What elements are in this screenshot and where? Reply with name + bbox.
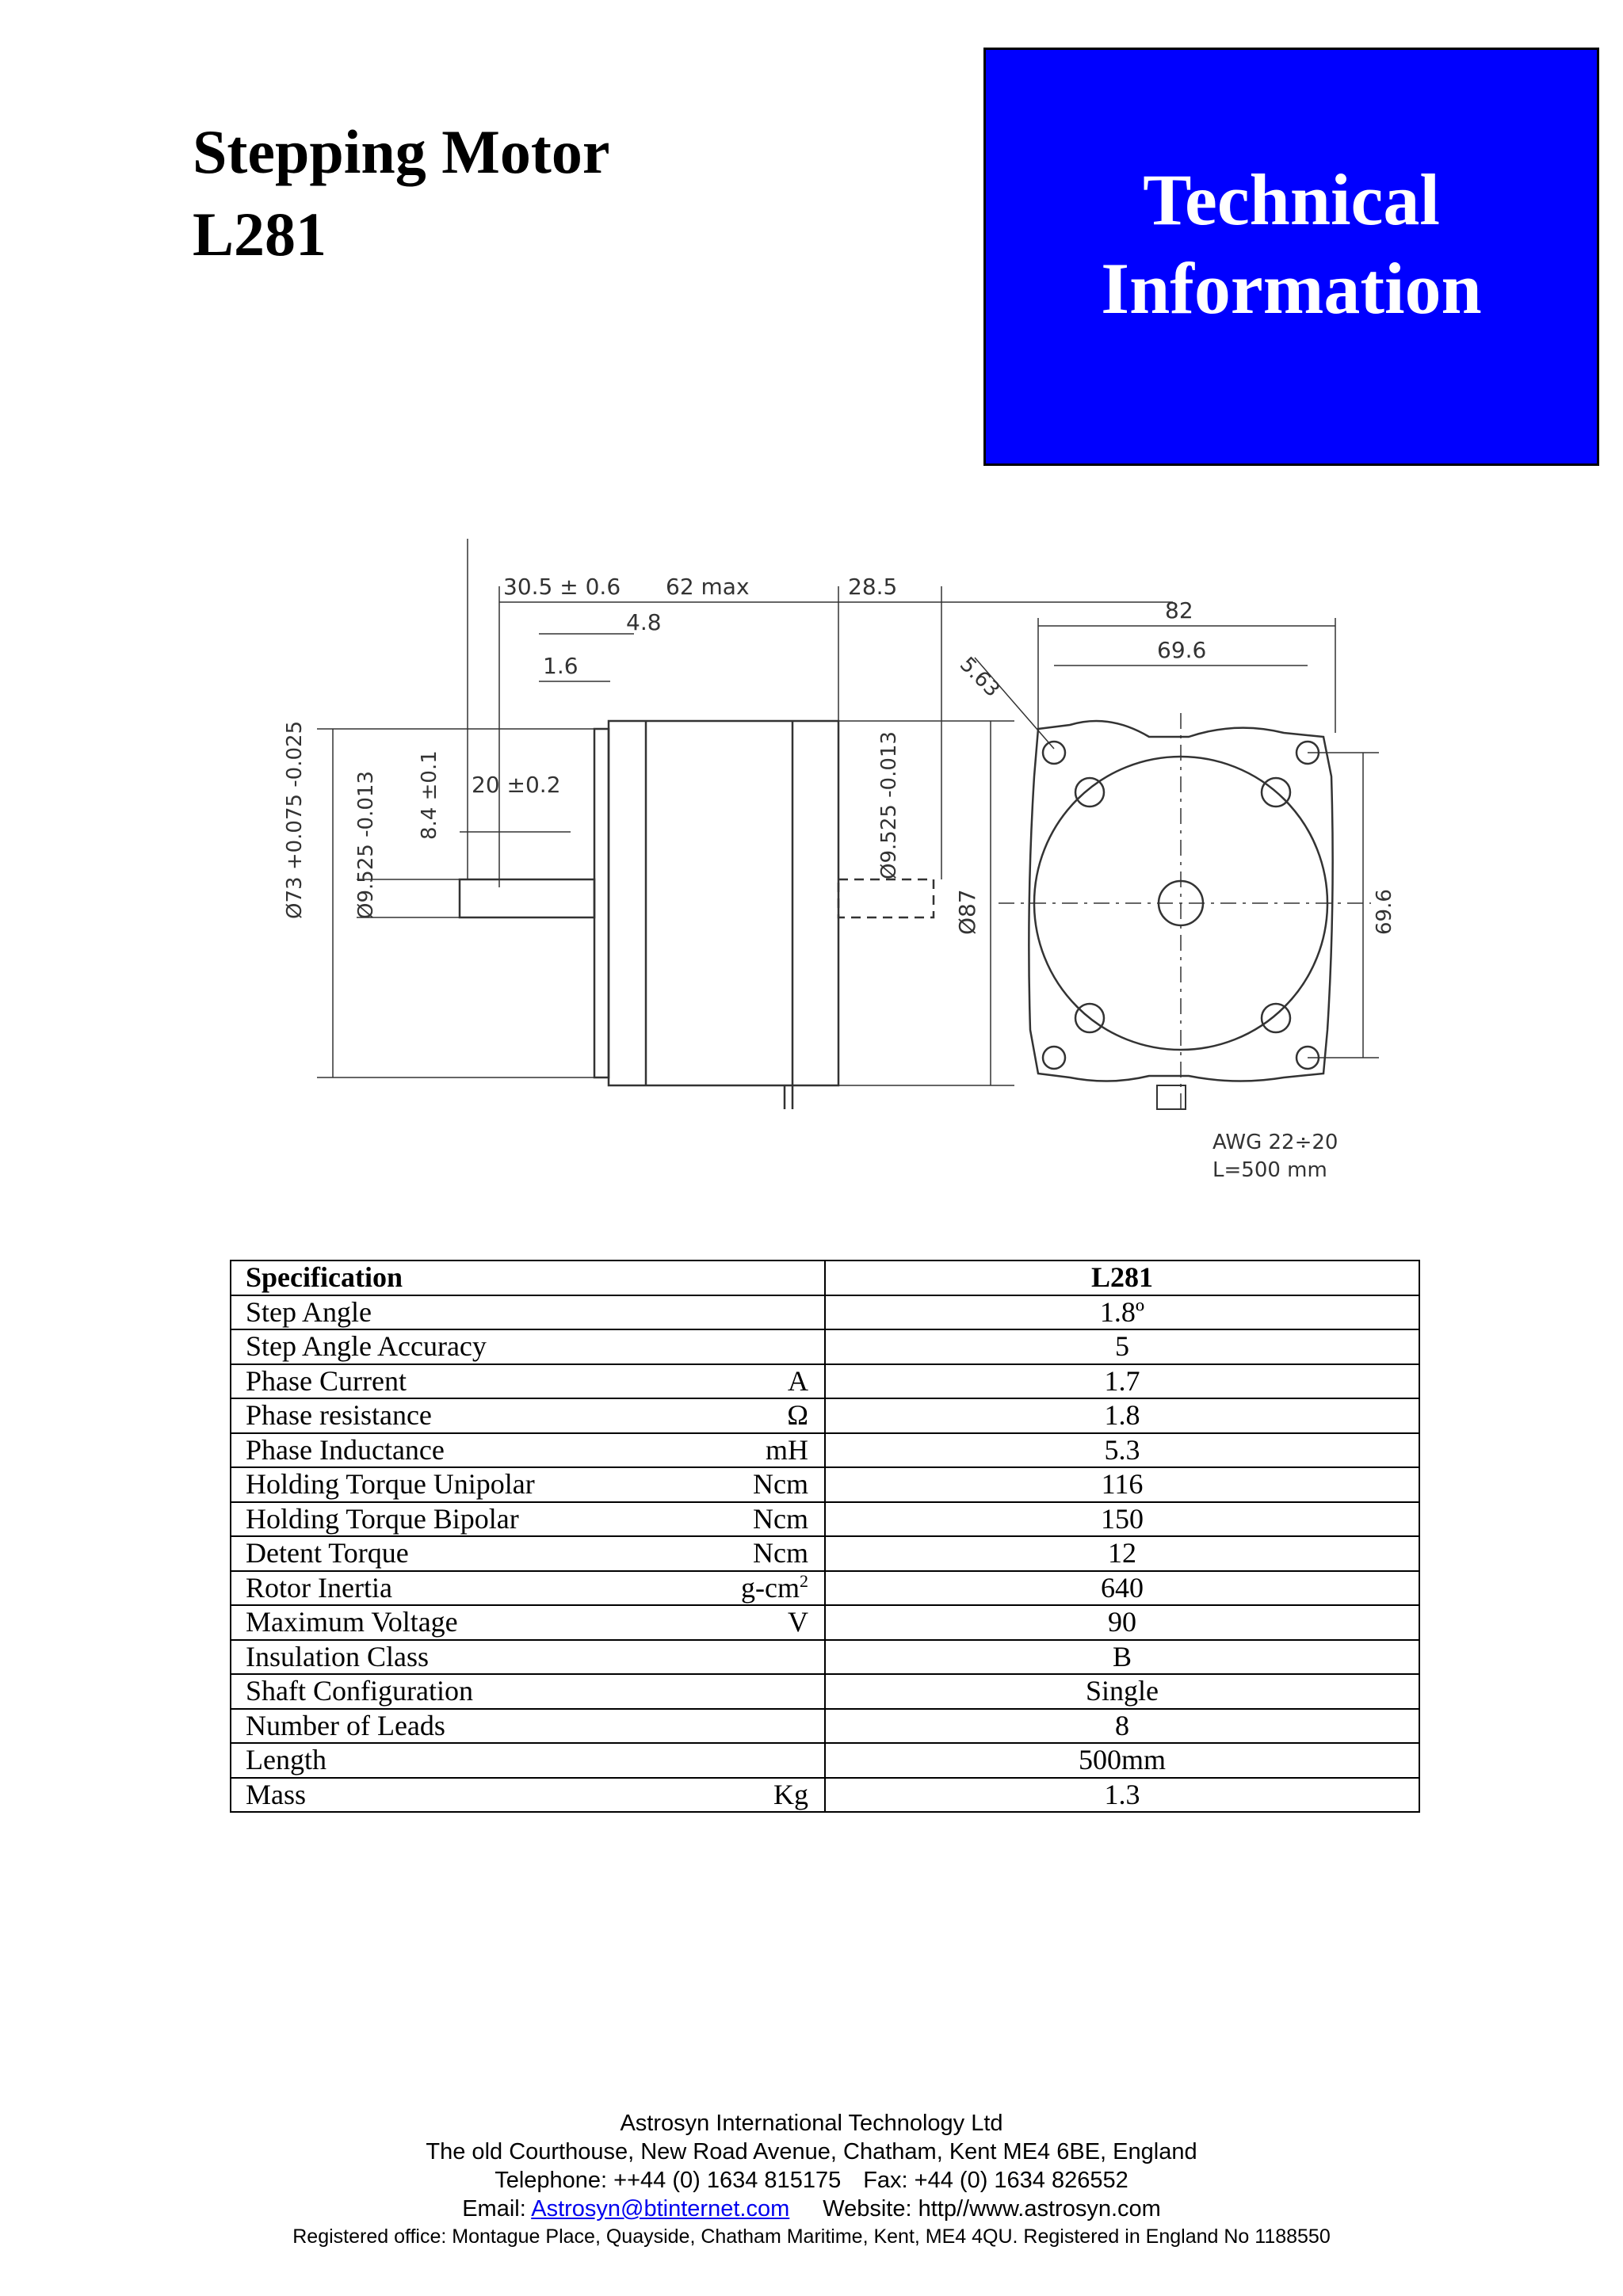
footer-phone-line [0,2166,1623,2195]
spec-value: 1.8 [825,1398,1419,1433]
spec-unit: Kg [773,1778,808,1810]
front-shaft [460,879,594,917]
footer-website: Website: http//www.astrosyn.com [823,2196,1161,2222]
spec-value: B [825,1640,1419,1675]
footer-contact-line [0,2195,1623,2223]
spec-label: Mass [246,1778,307,1810]
spec-label-cell [231,1467,825,1502]
table-row [231,1571,1419,1606]
table-row [231,1433,1419,1468]
table-row [231,1640,1419,1675]
document-title [193,111,610,276]
spec-label: Phase Current [246,1364,407,1397]
spec-label: Length [246,1744,327,1776]
spec-label: Detent Torque [246,1537,409,1569]
spec-label-cell [231,1502,825,1537]
footer-email-link[interactable]: Astrosyn@btinternet.com [531,2196,790,2222]
spec-label: Holding Torque Bipolar [246,1502,519,1535]
technical-information-box [983,48,1599,466]
spec-label-cell [231,1778,825,1813]
spec-label-cell [231,1295,825,1330]
spec-value: 5.3 [825,1433,1419,1468]
spec-label-cell [231,1536,825,1571]
spec-label-cell [231,1571,825,1606]
spec-value: 1.7 [825,1364,1419,1399]
dim-28-5-label: 28.5 [848,574,898,600]
spec-unit-superscript: 2 [800,1570,808,1591]
spec-unit: V [788,1606,808,1638]
dim-4-8-label: 4.8 [626,609,662,635]
table-row [231,1467,1419,1502]
dim-69-6-side-label: 69.6 [1373,889,1396,935]
table-row [231,1536,1419,1571]
spec-value: 500mm [825,1743,1419,1778]
title-line-model: L281 [193,200,327,269]
spec-label: Rotor Inertia [246,1571,392,1604]
table-row [231,1398,1419,1433]
footer-telephone: Telephone: ++44 (0) 1634 815175 [495,2168,842,2193]
footer-company: Astrosyn International Technology Ltd [620,2111,1003,2136]
table-row [231,1709,1419,1744]
table-row [231,1329,1419,1364]
table-row [231,1605,1419,1640]
dim-73-label: Ø73 +0.075 -0.025 [283,720,307,919]
spec-value: 1.8º [825,1295,1419,1330]
box-line-technical: Technical [1143,159,1440,240]
spec-label: Holding Torque Unipolar [246,1468,535,1501]
spec-unit: Ω [787,1399,808,1432]
dim-69-6-top-label: 69.6 [1157,637,1207,663]
spec-value: 90 [825,1605,1419,1640]
table-row [231,1743,1419,1778]
spec-label: Phase Inductance [246,1433,445,1466]
dim-8-4-label: 8.4 ±0.1 [418,750,441,840]
footer-email-label: Email: [462,2196,526,2222]
table-row [231,1364,1419,1399]
spec-label: Step Angle Accuracy [246,1330,487,1363]
spec-label: Step Angle [246,1295,372,1328]
side-body [609,721,838,1085]
dim-1-6-label: 1.6 [543,653,579,679]
spec-unit: $g-cm^2$ [741,1570,808,1604]
spec-label-cell [231,1364,825,1399]
spec-label: Maximum Voltage [246,1606,458,1638]
dim-82-label: 82 [1165,597,1193,624]
spec-label-cell [231,1709,825,1744]
specification-table [230,1260,1420,1813]
spec-value: 12 [825,1536,1419,1571]
table-row [231,1502,1419,1537]
rear-shaft [838,879,934,917]
motor-dimension-drawing [238,539,1434,1204]
drawing-svg [238,539,1434,1204]
table-row [231,1778,1419,1813]
footer-registered: Registered office: Montague Place, Quayside, Chatham Maritime, Kent, ME4 4QU. Registered in England No 1188550 [292,2225,1331,2248]
awg-label: AWG 22÷20 [1212,1131,1338,1154]
footer-address: The old Courthouse, New Road Avenue, Chatham, Kent ME4 6BE, England [426,2139,1197,2164]
dim-30-5-label: 30.5 ± 0.6 [503,574,621,600]
spec-value: 1.3 [825,1778,1419,1813]
spec-unit: Ncm [753,1502,808,1535]
spec-label-cell [231,1329,825,1364]
header-model: L281 [825,1261,1419,1295]
table-row [231,1674,1419,1709]
spec-unit: Ncm [753,1537,808,1569]
dim-9525-left-label: Ø9.525 -0.013 [354,771,378,919]
spec-value: Single [825,1674,1419,1709]
spec-unit: Ncm [753,1468,808,1501]
spec-label-cell [231,1674,825,1709]
spec-value: 8 [825,1709,1419,1744]
table-row [231,1295,1419,1330]
spec-value: 640 [825,1571,1419,1606]
spec-unit: A [788,1364,808,1397]
dim-87-label: Ø87 [954,889,980,935]
dim-9525-right-label: Ø9.525 -0.013 [877,731,901,879]
side-flange [594,729,609,1077]
spec-label-cell [231,1743,825,1778]
spec-value: 5 [825,1329,1419,1364]
spec-label-cell [231,1398,825,1433]
spec-label: Insulation Class [246,1640,429,1672]
spec-label-cell [231,1605,825,1640]
spec-value: 150 [825,1502,1419,1537]
box-line-information: Information [1101,248,1482,329]
dim-20-label: 20 ±0.2 [472,772,561,798]
spec-label-cell [231,1433,825,1468]
spec-value: 116 [825,1467,1419,1502]
dim-5-63-label: 5.63 [955,652,1005,702]
lead-length-label: L=500 mm [1212,1158,1327,1182]
title-line-product: Stepping Motor [193,117,610,186]
header-specification: Specification [231,1261,825,1295]
footer [0,2109,1623,2250]
spec-label: Number of Leads [246,1709,445,1741]
spec-unit: mH [766,1433,808,1466]
spec-label: Phase resistance [246,1399,432,1432]
spec-label-cell [231,1640,825,1675]
dim-62-label: 62 max [666,574,750,600]
table-header-row [231,1261,1419,1295]
footer-fax: Fax: +44 (0) 1634 826552 [863,2168,1128,2193]
spec-label: Shaft Configuration [246,1675,473,1707]
